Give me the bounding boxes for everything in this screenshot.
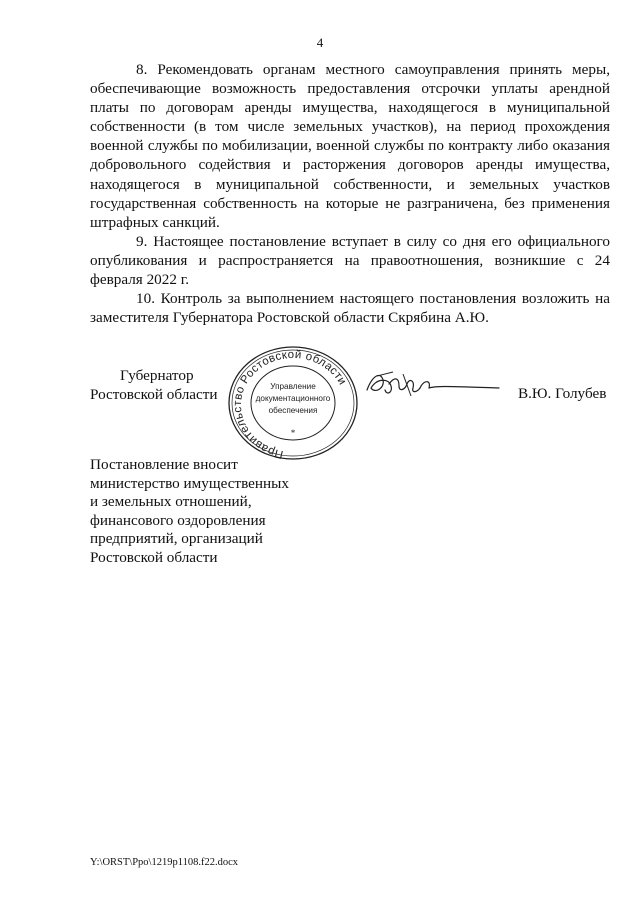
stamp-center-line1: Управление [270, 382, 316, 391]
submitter-line: Ростовской области [90, 548, 218, 566]
svg-text:*: * [290, 428, 296, 438]
stamp-center-line3: обеспечения [268, 406, 318, 415]
submitter-line: и земельных отношений, [90, 493, 252, 510]
stamp-center-line2: документационного [255, 394, 331, 403]
submitter-line: Постановление вносит [90, 456, 238, 473]
signatory-title-line2: Ростовской области [90, 386, 218, 403]
signatory-name: В.Ю. Голубев [518, 385, 607, 402]
submitter-line: министерство имущественных [90, 474, 289, 492]
page-number: 4 [316, 35, 324, 50]
paragraph-9: 9. Настоящее постановление вступает в силу со дня его официального опубликования и распространяется на правоотношения, возникшие с 24 февраля 2022 г. [90, 232, 610, 289]
paragraph-10: 10. Контроль за выполнением настоящего постановления возложить на заместителя Губернатора Ростовской области Скрябина А.Ю. [90, 290, 610, 327]
signatory-title [90, 366, 218, 404]
official-stamp [227, 345, 359, 461]
signatory-title-line1: Губернатор [120, 367, 194, 384]
submitter-line: финансового оздоровления [90, 511, 266, 529]
document-body [90, 60, 610, 327]
submitter-line: предприятий, организаций [90, 530, 263, 547]
paragraph-8: 8. Рекомендовать органам местного самоуправления принять меры, обеспечивающие возможность предоставления отсрочки уплаты арендной платы по договорам аренды имущества, находящегося в муниципальной собственности (в том числе земельных участков), на период прохождения военной службы по мобилизации, военной службы по контракту либо оказания добровольного содействия и расторжения договоров аренды имущества, находящегося в муниципальной собственности, и земельных участков государственная собственность на которые не разграничена, без применения штрафных санкций. [90, 61, 610, 231]
handwritten-signature [363, 366, 503, 402]
svg-text:Правительство Ростовской облас: Правительство Ростовской области [231, 348, 349, 461]
footer-file-path: Y:\ORST\Ppo\1219p1108.f22.docx [90, 857, 238, 868]
submitter-block [90, 456, 289, 567]
